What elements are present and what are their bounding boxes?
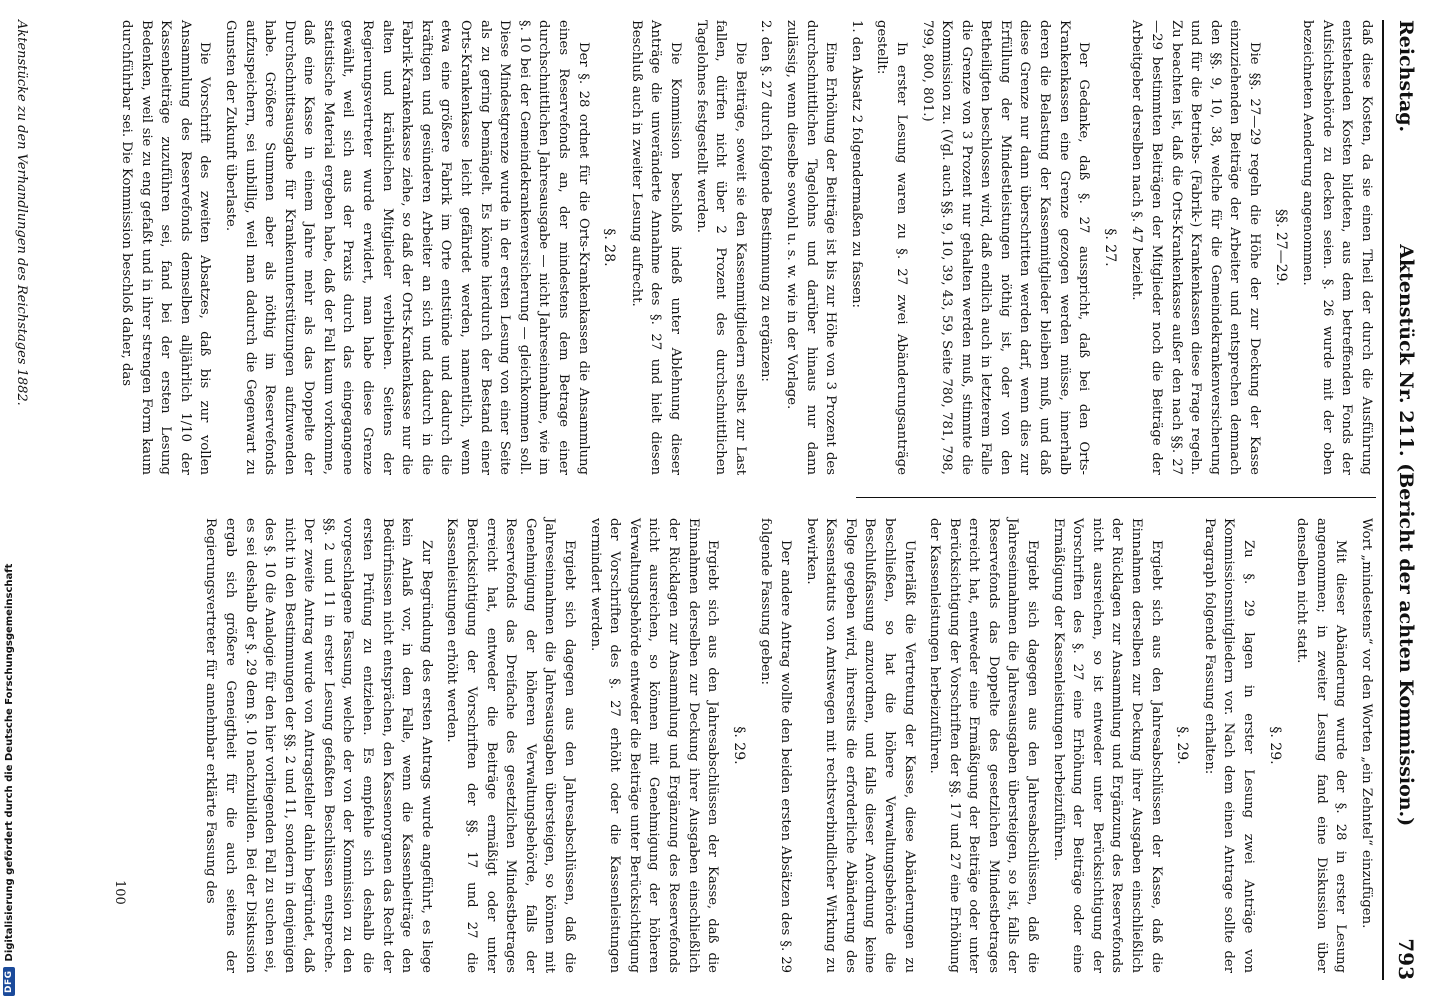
paragraph: Wort „mindestens“ vor den Worten „ein Zehntel“ einzufügen.	[1359, 518, 1374, 929]
paragraph: Der Gedanke, daß §. 27 ausspricht, daß bei den Orts-Krankenkassen eine Grenze gezogen werden müsse, innerhalb deren die Belastung der Kassenmitglieder bleiben muß, und daß diese Grenze nur dann überschritten werden darf, wenn dies zur Erfüllung der Mindestleistungen nöthig ist, oder von den Betheiligten beschlossen wird, daß endlich auch in letzterem Falle die Grenze von 3 Prozent nur gehalten werden muß, stimmte die Kommission zu. (Vgl. auch §§. 9, 10, 39, 43, 59, Seite 780, 781, 798, 799, 800, 801.)	[919, 20, 1092, 475]
paragraph: Die §§. 27—29 regeln die Höhe der zur Deckung der Kasse einzuziehenden Beiträge der Arbeiter und entsprechen demnach den §§. 9, 10, 38, welche für die Gemeindekrankenversicherung und für die Betriebs- (Fabrik-) Krankenkassen diese Frage regeln. Zu beachten ist, daß die Orts-Krankenkasse außer den nach §§. 27—29 bestimmten Beiträgen der Mitglieder noch die Beiträge der Arbeitgeber derselben nach §. 47 bezieht.	[1129, 20, 1263, 475]
paragraph: Der §. 28 ordnet für die Orts-Krankenkassen die Ansammlung eines Reservefonds an, der mindestens dem Betrage einer durchschnittlichen Jahresausgabe — nicht Jahreseinnahme, wie im §. 10 bei der Gemeindekrankenversicherung — gleichkommen soll. Diese Mindestgrenze wurde in der ersten Lesung von einer Seite als zu gering bemängelt. Es könne hierdurch der Bestand einer Orts-Krankenkasse leicht gefährdet werden, namentlich, wenn etwa eine größere Fabrik im Orte entstünde und dadurch die kräftigen und gesünderen Arbeiter an sich und dadurch in die Fabrik-Krankenkasse ziehe, so daß der Orts-Krankenkasse nur die alten und kränklichen Mitglieder verblieben. Seitens der Regierungsvertreter wurde erwidert, man habe diese Grenze gewählt, weil sich aus der Praxis durch das eingegangene statistische Material ergeben habe, daß der Fall kaum vorkomme, daß eine Kasse in einem Jahre mehr als das Doppelte der Durchschnittsausgabe für Krankenunterstützungen aufzuwenden habe. Größere Summen aber als nöthig im Reservefonds aufzuspeichern, sei unbillig, weil man dadurch die Gegenwart zu Gunsten der Zukunft überlaste.	[222, 20, 591, 475]
sheet-number: 100	[112, 880, 127, 905]
paragraph: Zu §. 29 lagen in erster Lesung zwei Anträge von Kommissionsmitgliedern vor. Nach dem einen Antrage sollte der Paragraph folgende Fassung erhalten:	[1201, 518, 1257, 973]
right-text-column	[195, 518, 1376, 973]
digitization-stamp	[0, 0, 18, 996]
section-heading: §§. 27—29.	[1272, 209, 1289, 286]
paragraph: Unterläßt die Vertretung der Kasse, diese Abänderungen zu beschließen, so hat die höhere Verwaltungsbehörde die Beschlußfassung anzuordnen, und falls dieser Anordnung keine Folge gegeben wird, ihrerseits die erforderliche Abänderung des Kassenstatuts von Amtswegen mit rechtsverbindlicher Wirkung zu bewirken.	[803, 518, 917, 973]
section-heading: §. 28.	[601, 228, 618, 267]
page-number: 793	[1394, 938, 1418, 980]
page-header	[1382, 20, 1428, 980]
paragraph: Der andere Antrag wollte den beiden ersten Absätzen des §. 29 folgende Fassung geben:	[758, 518, 793, 973]
paragraph: Die Vorschrift des zweiten Absatzes, daß bis zur vollen Ansammlung des Reservefonds demselben alljährlich 1/10 der Kassenbeiträge zuzuführen sei, fand bei der ersten Lesung Bedenken, weil sie zu eng gefaßt und in ihrer strengen Form kaum durchführbar sei. Die Kommission beschloß daher, das	[118, 20, 213, 475]
paragraph: Ergiebt sich aus den Jahresabschlüssen der Kasse, daß die Einnahmen derselben zur Deckung ihrer Ausgaben einschließlich der Rücklagen zur Ansammlung und Ergänzung des Reservefonds nicht ausreichen, so können mit Genehmigung der höheren Verwaltungsbehörde entweder die Beiträge unter Berücksichtigung der Vorschriften des §. 27 erhöht oder die Kassenleistungen vermindert werden.	[587, 518, 721, 973]
header-left: Reichstag.	[1395, 20, 1417, 133]
paragraph: daß diese Kosten, da sie einen Theil der durch die Ausführung entstehenden Kosten bildeten, aus dem betreffenden Fonds der Aufsichtsbehörde zu decken seien. §. 26 wurde mit der oben bezeichneten Aenderung angenommen.	[1300, 20, 1374, 475]
header-center	[1395, 132, 1417, 938]
paragraph: Ergiebt sich dagegen aus den Jahresabschlüssen, daß die Jahreseinnahmen die Jahresausgaben übersteigen, so können mit Genehmigung der höheren Verwaltungsbehörde, falls der Reservefonds das Dreifache des gesetzlichen Mindestbetrages erreicht hat, entweder die Beiträge ermäßigt oder unter Berücksichtigung der Vorschriften der §§. 17 und 27 die Kassenleistungen erhöht werden.	[444, 518, 578, 973]
section-heading: §. 29.	[1174, 726, 1191, 765]
left-text-column	[110, 20, 1376, 475]
dfg-logo: DFG	[3, 967, 15, 996]
section-heading: §. 27.	[1101, 228, 1118, 267]
footer-note: Aktenstücke zu den Verhandlungen des Reichstages 1882.	[14, 20, 29, 406]
paragraph: Ergiebt sich aus den Jahresabschlüssen der Kasse, daß die Einnahmen derselben zur Deckung ihrer Ausgaben einschließlich der Rücklagen zur Ansammlung und Ergänzung des Reservefonds nicht ausreichen, so ist entweder unter Berücksichtigung der Vorschriften des §. 27 eine Erhöhung der Beiträge oder eine Ermäßigung der Kassenleistungen herbeizuführen.	[1050, 518, 1164, 973]
digitization-stamp-text: Digitalisierung gefördert durch die Deutsche Forschungsgemeinschaft	[3, 563, 15, 962]
paragraph: Die Beiträge, soweit sie den Kassenmitgliedern selbst zur Last fallen, dürfen nicht über 2 Prozent des durchschnittlichen Tagelohnes festgestellt werden.	[693, 20, 748, 475]
paragraph: Eine Erhöhung der Beiträge ist bis zur Höhe von 3 Prozent des durchschnittlichen Tagelohns und darüber hinaus nur dann zulässig, wenn dieselbe sowohl u. s. w. wie in der Vorlage.	[783, 20, 839, 475]
paragraph: Ergiebt sich dagegen aus den Jahresabschlüssen, daß die Jahreseinnahmen die Jahresausgaben übersteigen, so ist, falls der Reservefonds das Doppelte des gesetzlichen Mindestbetrages erreicht hat, entweder eine Ermäßigung der Beiträge oder unter Berücksichtigung der Vorschriften der §§. 17 und 27 eine Erhöhung der Kassenleistungen herbeizuführen.	[927, 518, 1041, 973]
section-heading: §. 29.	[1266, 726, 1283, 765]
paragraph: Mit dieser Abänderung wurde der §. 28 in erster Lesung angenommen; in zweiter Lesung fand eine Diskussion über denselben nicht statt.	[1294, 518, 1349, 973]
section-heading: §. 29.	[730, 726, 747, 765]
numbered-item: 2. den §. 27 durch folgende Bestimmung zu ergänzen:	[758, 20, 774, 382]
header-subtitle: (Bericht der achten Kommission.)	[1395, 463, 1417, 827]
numbered-item: 1. den Absatz 2 folgendermaßen zu fassen:	[848, 20, 864, 308]
column-divider	[856, 497, 1376, 498]
paragraph: Zur Begründung des ersten Antrags wurde angeführt, es liege kein Anlaß vor, in dem Falle, wenn die Kassenbeiträge den Bedürfnissen nicht entsprächen, den Kassenorganen das Recht der ersten Prüfung zu entziehen. Es empfehle sich deshalb die vorgeschlagene Fassung, welche der von der Kommission zu den §§. 2 und 11 in erster Lesung gefaßten Beschlüssen entspreche. Der zweite Antrag wurde von Antragsteller dahin begründet, daß nicht in den Bestimmungen der §§. 2 und 11, sondern in denjenigen des §. 10 die Analogie für den hier vorliegenden Fall zu suchen sei, es sei deshalb der §. 29 dem §. 10 nachzubilden. Bei der Diskussion ergab sich größere Geneigtheit für die auch seitens der Regierungsvertreter für annehmbar erklärte Fassung des	[203, 518, 434, 973]
header-title: Aktenstück Nr. 211.	[1395, 244, 1417, 457]
paragraph: Die Kommission beschloß indeß unter Ablehnung dieser Anträge die unveränderte Annahme des §. 27 und hielt diesen Beschluß auch in zweiter Lesung aufrecht.	[628, 20, 683, 475]
paragraph: In erster Lesung waren zu §. 27 zwei Abänderungsanträge gestellt:	[874, 20, 909, 475]
